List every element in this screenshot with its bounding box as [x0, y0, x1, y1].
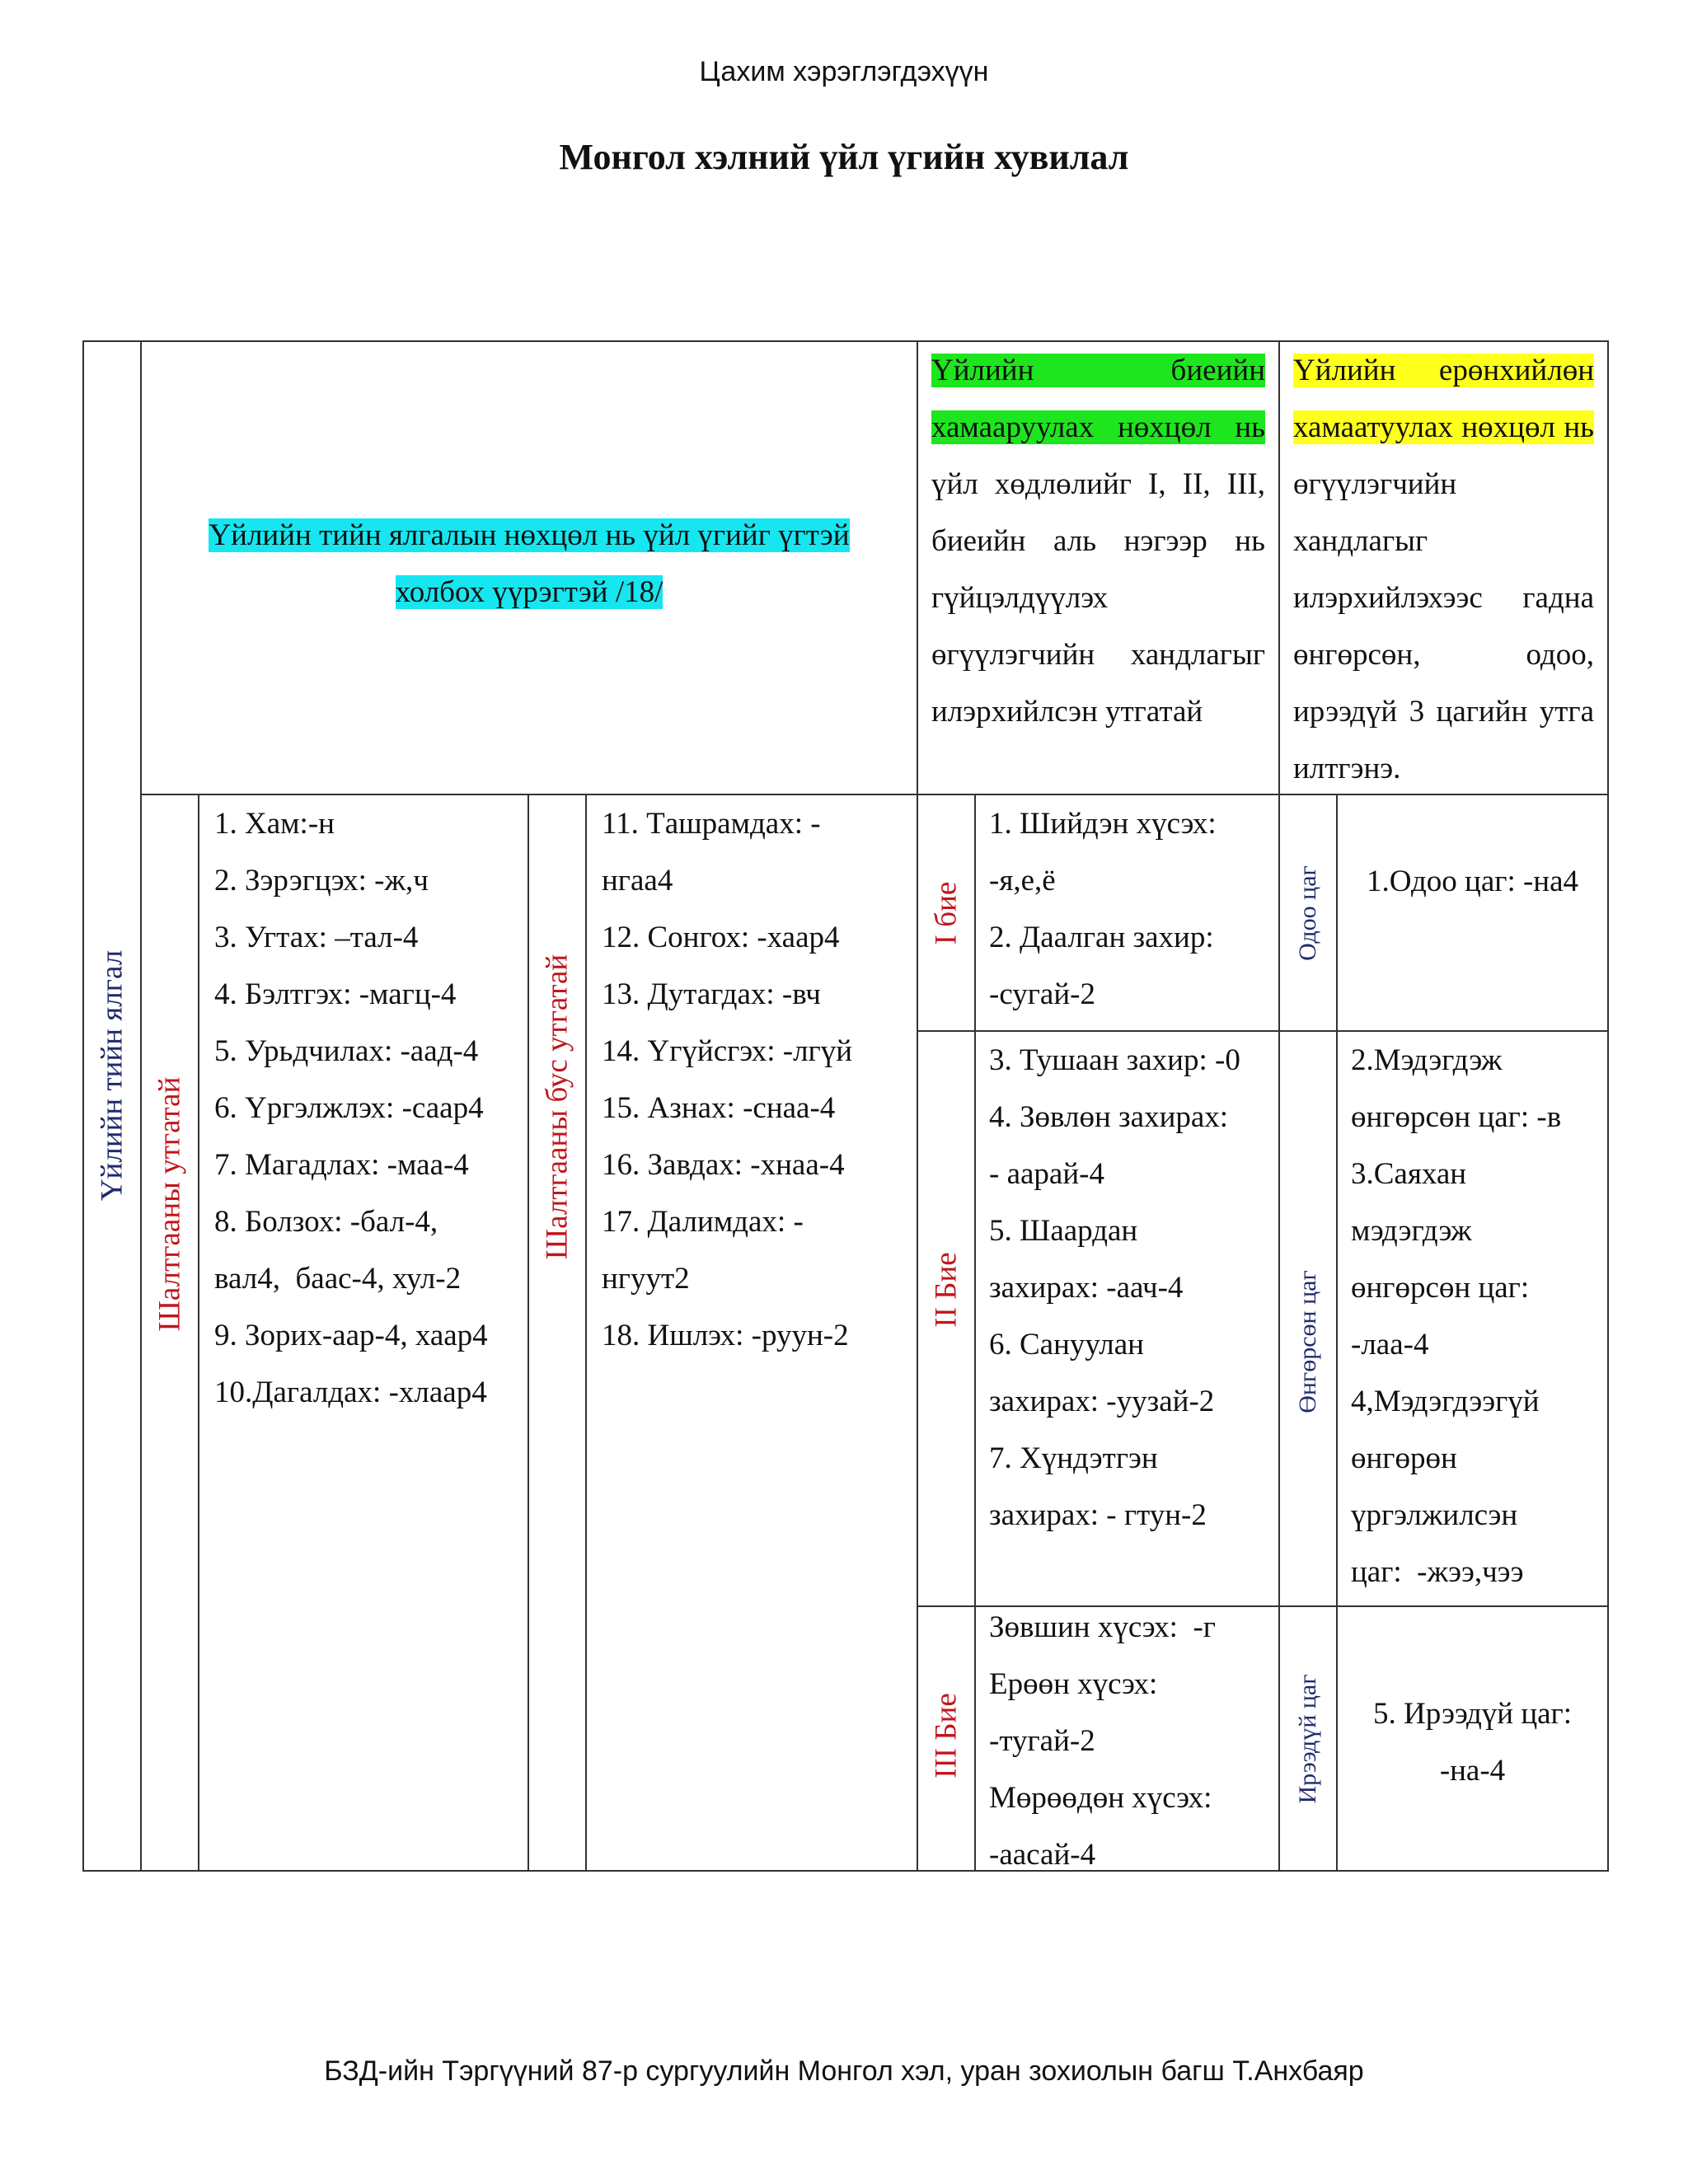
list-item: 3. Угтах: –тал-4 — [214, 921, 419, 954]
list-item: 1. Шийдэн хүсэх: — [989, 807, 1217, 841]
person2-label-cell — [917, 1030, 976, 1607]
list-item: Зөвшин хүсэх: -г — [989, 1610, 1216, 1644]
future-label: Ирээдүй цаг — [1294, 1673, 1321, 1804]
list-item: 4. Зөвлөн захирах: — [989, 1100, 1229, 1134]
col3-header-text — [1293, 342, 1594, 797]
list-item: вал4, баас-4, хул-2 — [214, 1262, 462, 1296]
col2-header-body: үйл хөдлөлийг I, II, III, биеийн аль нэгээр нь гүйцэлдүүлэх өгүүлэгчийн хандлагыг илэрхийлсэн утгатай — [931, 467, 1265, 729]
list-item: 9. Зорих-аар-4, хаар4 — [214, 1319, 488, 1352]
list-item: нгуут2 — [602, 1262, 690, 1296]
person1-label-cell — [917, 794, 976, 1032]
noncausal-list — [602, 795, 852, 1364]
list-item: нгаа4 — [602, 864, 673, 898]
list-item: -тугай-2 — [989, 1724, 1095, 1758]
causal-label-cell — [140, 794, 199, 1872]
list-item: захирах: - гтун-2 — [989, 1498, 1207, 1532]
list-item: - аарай-4 — [989, 1157, 1104, 1191]
present-label-cell — [1278, 794, 1338, 1032]
list-item: 5. Урьдчилах: -аад-4 — [214, 1034, 479, 1068]
person2-list — [989, 1032, 1240, 1544]
present-text: 1.Одоо цаг: -на4 — [1366, 865, 1579, 898]
present-items-cell — [1336, 794, 1609, 1032]
person1-label: I бие — [929, 881, 964, 944]
list-item: -я,е,ё — [989, 864, 1056, 898]
noncausal-label-cell — [528, 794, 587, 1872]
list-item: -лаа-4 — [1351, 1328, 1429, 1361]
person1-items-cell — [974, 794, 1280, 1032]
list-item: өнгөрөн — [1351, 1441, 1457, 1475]
list-item: захирах: -уузай-2 — [989, 1385, 1215, 1418]
present-label: Одоо цаг — [1294, 865, 1321, 961]
list-item: захирах: -аач-4 — [989, 1271, 1184, 1305]
outer-label-cell — [82, 340, 142, 1872]
list-item: 4. Бэлтгэх: -магц-4 — [214, 977, 457, 1011]
list-item: 1. Хам:-н — [214, 807, 335, 841]
list-item: 5. Шаардан — [989, 1214, 1138, 1248]
document-title: Монгол хэлний үйл үгийн хувилал — [559, 137, 1129, 177]
col1-header-text: Үйлийн тийн ялгалын нөхцөл нь үйл үгийг үгтэй холбох үүрэгтэй /18/ — [209, 518, 850, 609]
future-text-line2: -на-4 — [1439, 1754, 1506, 1788]
col3-header-body: өгүүлэгчийн хандлагыг илэрхийлэхээс гадна өнгөрсөн, одоо, ирээдүй 3 цагийн утга илтгэнэ. — [1293, 467, 1594, 785]
noncausal-label: Шалтгааны бус утгатай — [540, 954, 574, 1260]
past-list — [1351, 1032, 1561, 1601]
list-item: өнгөрсөн цаг: — [1351, 1271, 1530, 1305]
list-item: үргэлжилсэн — [1351, 1498, 1518, 1532]
list-item: 11. Тaшрамдах: - — [602, 807, 821, 841]
list-item: Ерөөн хүсэх: — [989, 1667, 1158, 1701]
col2-header-text — [931, 342, 1265, 740]
outer-label: Үйлийн тийн ялгал — [95, 949, 129, 1202]
list-item: 12. Сонгох: -хаар4 — [602, 921, 840, 954]
future-label-cell — [1278, 1605, 1338, 1872]
list-item: -аасай-4 — [989, 1838, 1096, 1872]
causal-label: Шалтгааны утгатай — [152, 1076, 187, 1331]
person2-label: II Бие — [929, 1252, 964, 1328]
col2-header-cell — [917, 340, 1280, 795]
causal-list — [214, 795, 488, 1421]
page-footer: БЗД-ийн Тэргүүний 87-р сургуулийн Монгол хэл, уран зохиолын багш Т.Анхбаяр — [324, 2055, 1364, 2087]
person1-list — [989, 795, 1217, 1023]
person3-items-cell — [974, 1605, 1280, 1872]
list-item: 7. Магадлах: -маа-4 — [214, 1148, 469, 1182]
col2-header-highlight: Үйлийн биеийн хамааруулах нөхцөл нь — [931, 354, 1265, 444]
list-item: 14. Үгүйсгэх: -лгүй — [602, 1034, 853, 1068]
person3-list — [989, 1599, 1216, 1883]
list-item: 17. Далимдах: - — [602, 1205, 804, 1239]
noncausal-items-cell — [585, 794, 918, 1872]
future-text-line1: 5. Ирээдүй цаг: — [1372, 1697, 1573, 1731]
list-item: 6. Үргэлжлэх: -саар4 — [214, 1091, 484, 1125]
list-item: 8. Болзох: -бал-4, — [214, 1205, 438, 1239]
list-item: 2. Зэрэгцэх: -ж,ч — [214, 864, 429, 898]
col3-header-cell — [1278, 340, 1609, 795]
person3-label-cell — [917, 1605, 976, 1872]
list-item: 15. Азнах: -снаа-4 — [602, 1091, 836, 1125]
list-item: 6. Сануулан — [989, 1328, 1144, 1361]
past-items-cell — [1336, 1030, 1609, 1607]
col3-header-highlight: Үйлийн ерөнхийлөн хамаатуулах нөхцөл нь — [1293, 354, 1594, 444]
person2-items-cell — [974, 1030, 1280, 1607]
list-item: 4,Мэдэгдээгүй — [1351, 1385, 1540, 1418]
list-item: 2. Даалган захир: — [989, 921, 1214, 954]
list-item: 7. Хүндэтгэн — [989, 1441, 1158, 1475]
person3-label: III Бие — [929, 1693, 964, 1779]
causal-items-cell — [198, 794, 529, 1872]
list-item: -сугай-2 — [989, 977, 1095, 1011]
list-item: 3. Тушаан захир: -0 — [989, 1043, 1240, 1077]
list-item: цаг: -жээ,чээ — [1351, 1555, 1524, 1589]
past-label-cell — [1278, 1030, 1338, 1607]
list-item: өнгөрсөн цаг: -в — [1351, 1100, 1562, 1134]
list-item: 2.Мэдэгдэж — [1351, 1043, 1503, 1077]
page-header: Цахим хэрэглэгдэхүүн — [699, 56, 989, 87]
list-item: 13. Дутагдах: -вч — [602, 977, 821, 1011]
future-items-cell — [1336, 1605, 1609, 1872]
col1-header-cell — [140, 340, 918, 795]
list-item: мэдэгдэж — [1351, 1214, 1472, 1248]
list-item: 18. Ишлэх: -руун-2 — [602, 1319, 849, 1352]
list-item: 3.Саяхан — [1351, 1157, 1467, 1191]
past-label: Өнгөрсөн цаг — [1294, 1270, 1321, 1413]
list-item: 10.Дагалдах: -хлаар4 — [214, 1376, 487, 1409]
list-item: Мөрөөдөн хүсэх: — [989, 1781, 1212, 1815]
list-item: 16. Завдах: -хнаа-4 — [602, 1148, 845, 1182]
